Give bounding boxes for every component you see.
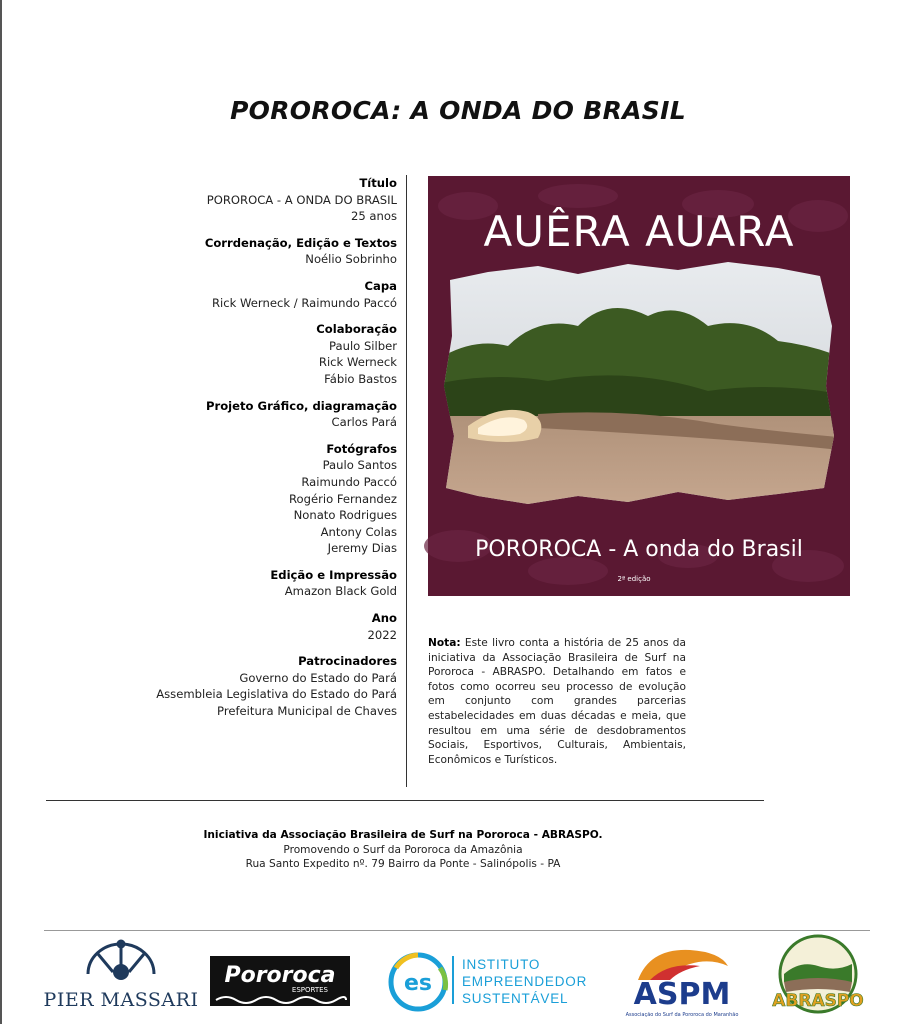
sponsor-top-rule: [44, 930, 870, 931]
credit-line: Antony Colas: [320, 524, 397, 539]
credit-line: Fábio Bastos: [324, 371, 397, 386]
note-label: Nota:: [428, 637, 461, 649]
ies-wordmark: [462, 956, 587, 1007]
cover-edition: 2ª edição: [617, 575, 651, 583]
credit-line: Jeremy Dias: [327, 541, 397, 556]
book-cover: [428, 176, 850, 596]
credit-heading: Capa: [364, 278, 397, 293]
footer-info: [0, 828, 806, 872]
abraspo-text: ABRASPO: [772, 991, 864, 1011]
credit-heading: Edição e Impressão: [270, 567, 397, 582]
pier-massari-text: PIER MASSARI: [43, 989, 199, 1011]
credit-block: [77, 398, 397, 431]
credit-line: Rogério Fernandez: [289, 491, 397, 506]
note-text: Este livro conta a história de 25 anos da iniciativa da Associação Brasileira de Surf na Pororoca - ABRASPO. Detalhando em fatos e fotos como ocorreu seu processo de evolução em conjunto com grandes parcerias estabelecidades em duas décadas e meia, que resultou em uma série de desdobramentos Sociais, Esportivos, Culturais, Ambientais, Econômicos e Turísticos.: [428, 637, 686, 766]
footer-address: Rua Santo Expedito nº. 79 Bairro da Ponte - Salinópolis - PA: [245, 858, 561, 871]
credit-heading: Fotógrafos: [326, 441, 397, 456]
credit-heading: Projeto Gráfico, diagramação: [206, 398, 397, 413]
pier-massari-logo: [43, 934, 199, 1018]
aspm-text: ASPM: [633, 977, 731, 1012]
credit-line: Nonato Rodrigues: [293, 508, 397, 523]
credit-line: Raimundo Paccó: [301, 474, 397, 489]
credit-block: [77, 175, 397, 225]
credit-line: Assembleia Legislativa do Estado do Pará: [156, 687, 397, 702]
credit-line: 2022: [367, 627, 397, 642]
ies-line-1: INSTITUTO: [462, 957, 541, 972]
credit-line: Amazon Black Gold: [284, 584, 397, 599]
cover-title: AUÊRA AUARA: [483, 207, 795, 256]
ies-divider: [452, 956, 454, 1004]
credit-heading: Ano: [371, 611, 397, 626]
credit-block: [77, 610, 397, 643]
credit-heading: Patrocinadores: [298, 654, 397, 669]
credit-line: POROROCA - A ONDA DO BRASIL: [206, 192, 397, 207]
footer-mission: Promovendo o Surf da Pororoca da Amazônia: [283, 843, 523, 856]
credits-column: [77, 175, 397, 730]
credit-line: Rick Werneck / Raimundo Paccó: [211, 295, 397, 310]
credit-line: Carlos Pará: [331, 415, 397, 430]
credit-line: Prefeitura Municipal de Chaves: [217, 704, 397, 719]
book-cover-artwork: [428, 176, 850, 596]
ies-mark-text: es: [403, 971, 433, 996]
aspm-wave-icon: [638, 950, 728, 980]
credit-line: Paulo Silber: [329, 338, 397, 353]
pororoca-esportes-logo: [210, 956, 350, 1006]
abraspo-logo: [770, 934, 866, 1020]
ies-line-3: SUSTENTÁVEL: [462, 991, 569, 1006]
wheel-hub: [113, 964, 129, 980]
credit-block: [77, 321, 397, 387]
credit-line: 25 anos: [350, 209, 397, 224]
aspm-logo: [620, 936, 744, 1020]
credit-block: [77, 441, 397, 557]
credit-heading: Título: [359, 176, 397, 190]
footer-initiative: Iniciativa da Associação Brasileira de Surf na Pororoca - ABRASPO.: [203, 829, 603, 841]
credit-line: Paulo Santos: [322, 458, 397, 473]
cover-subtitle: POROROCA - A onda do Brasil: [475, 537, 803, 562]
pororoca-photo: [428, 256, 850, 516]
page-title: POROROCA: A ONDA DO BRASIL: [230, 96, 686, 125]
sponsor-logos: [44, 930, 870, 1022]
ies-logo-mark: [388, 950, 468, 1012]
vertical-divider: [406, 175, 407, 787]
note-paragraph: [428, 636, 686, 767]
pororoca-wordmark: Pororoca: [224, 963, 336, 988]
credit-line: Governo do Estado do Pará: [239, 670, 397, 685]
credit-line: Rick Werneck: [318, 355, 397, 370]
credit-block: [77, 278, 397, 311]
credit-heading: Corrdenação, Edição e Textos: [204, 235, 397, 250]
credit-block: [77, 653, 397, 719]
credit-heading: Colaboração: [316, 322, 397, 337]
credit-block: [77, 235, 397, 268]
credit-block: [77, 567, 397, 600]
horizontal-divider: [46, 800, 764, 801]
credit-line: Noélio Sobrinho: [305, 252, 397, 267]
ies-line-2: EMPREENDEDOR: [462, 974, 588, 989]
pororoca-esportes-text: ESPORTES: [291, 986, 328, 994]
aspm-subtitle: Associação do Surf da Pororoca do Maranhão: [625, 1012, 739, 1018]
